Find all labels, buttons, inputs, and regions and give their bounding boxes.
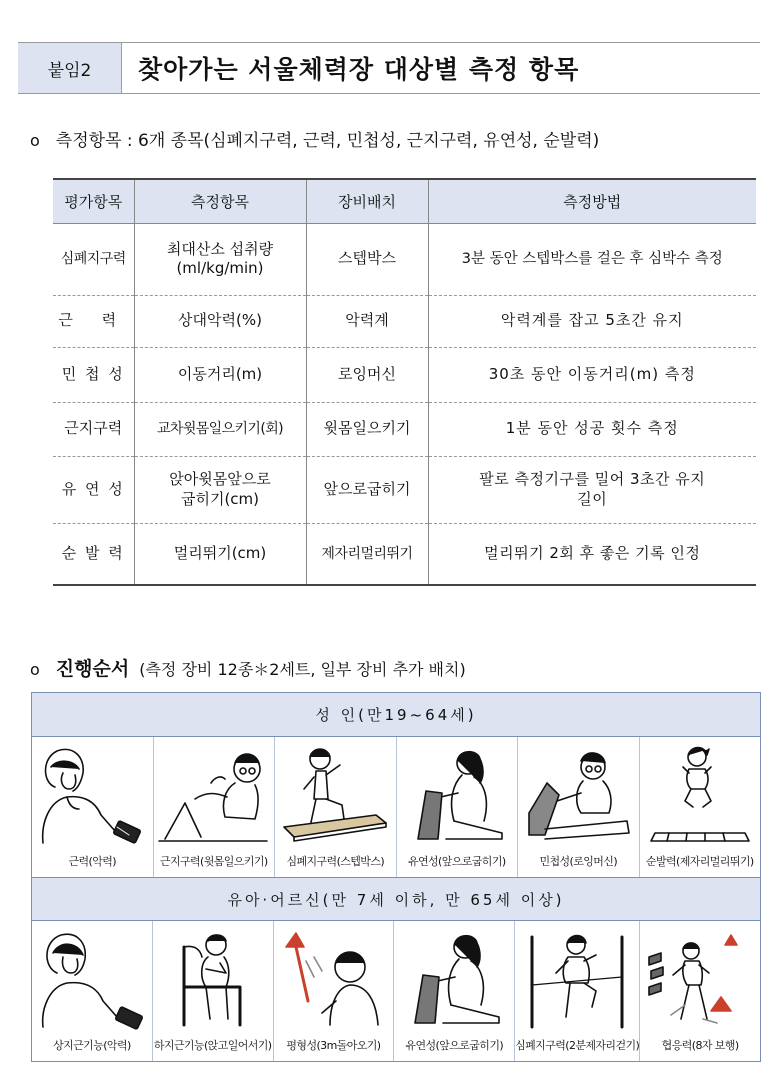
section-text: 측정항목 : 6개 종목(심폐지구력, 근력, 민첩성, 근지구력, 유연성, 순발력)	[55, 131, 600, 151]
station-card	[515, 921, 640, 1061]
evaluation-item: 유 연 성	[53, 456, 134, 523]
situp-icon	[155, 743, 273, 847]
section-measurement-items	[30, 126, 599, 151]
column-header: 측정방법	[428, 179, 756, 223]
method: 30초 동안 이동거리(m) 측정	[428, 347, 756, 402]
adult-stations	[32, 737, 760, 877]
method: 팔로 측정기구를 밀어 3초간 유지 길이	[428, 456, 756, 523]
equipment: 앞으로굽히기	[306, 456, 428, 523]
station-caption: 하지근기능(앉고일어서기)	[153, 1039, 272, 1052]
station-card	[154, 737, 276, 877]
youth-senior-band: 유아·어르신(만 7세 이하, 만 65세 이상)	[32, 877, 760, 921]
method: 멀리뛰기 2회 후 좋은 기록 인정	[428, 523, 756, 585]
station-card	[518, 737, 640, 877]
page-title: 찾아가는 서울체력장 대상별 측정 항목	[138, 55, 580, 84]
method: 악력계를 잡고 5초간 유지	[428, 295, 756, 347]
station-card	[274, 921, 395, 1061]
station-card	[394, 921, 515, 1061]
station-card	[32, 921, 153, 1061]
procedure-panel	[31, 692, 761, 1062]
measure-item: 멀리뛰기(cm)	[134, 523, 306, 585]
method: 3분 동안 스텝박스를 걸은 후 심박수 측정	[428, 223, 756, 295]
station-card	[397, 737, 519, 877]
table-row	[53, 523, 756, 585]
station-caption: 민첩성(로잉머신)	[539, 855, 618, 868]
station-caption: 심폐지구력(2분제자리걷기)	[515, 1039, 640, 1052]
evaluation-item: 심폐지구력	[53, 223, 134, 295]
table-header-row	[53, 179, 756, 223]
measure-item: 교차윗몸일으키기(회)	[134, 402, 306, 456]
station-card	[640, 737, 761, 877]
station-caption: 협응력(8자 보행)	[661, 1039, 739, 1052]
measure-item: 이동거리(m)	[134, 347, 306, 402]
station-caption: 상지근기능(악력)	[53, 1039, 131, 1052]
grip-test-icon	[33, 743, 151, 847]
measure-item: 앉아윗몸앞으로 굽히기(cm)	[134, 456, 306, 523]
chair-stand-icon	[154, 927, 272, 1031]
equipment: 윗몸일으키기	[306, 402, 428, 456]
evaluation-item: 근 력	[53, 295, 134, 347]
adult-band: 성 인(만19~64세)	[32, 693, 760, 737]
station-card	[275, 737, 397, 877]
table-row	[53, 295, 756, 347]
evaluation-item: 근지구력	[53, 402, 134, 456]
column-header: 평가항목	[53, 179, 134, 223]
bullet-marker: o	[30, 131, 40, 150]
station-caption: 심폐지구력(스텝박스)	[286, 855, 385, 868]
grip-test-icon	[33, 927, 151, 1031]
sit-and-reach-icon	[398, 743, 516, 847]
station-caption: 유연성(앞으로굽히기)	[405, 1039, 504, 1052]
station-caption: 근지구력(윗몸일으키기)	[159, 855, 268, 868]
station-card	[153, 921, 274, 1061]
equipment: 악력계	[306, 295, 428, 347]
table-row	[53, 347, 756, 402]
measurement-table	[53, 178, 756, 586]
column-header: 장비배치	[306, 179, 428, 223]
station-caption: 유연성(앞으로굽히기)	[407, 855, 506, 868]
bullet-marker: o	[30, 660, 40, 679]
sit-and-reach-icon	[395, 927, 513, 1031]
station-caption: 근력(악력)	[68, 855, 116, 868]
table-row	[53, 456, 756, 523]
equipment: 로잉머신	[306, 347, 428, 402]
section-procedure	[30, 654, 466, 681]
method: 1분 동안 성공 횟수 측정	[428, 402, 756, 456]
section-title: 진행순서	[55, 658, 130, 680]
station-card	[640, 921, 760, 1061]
rowing-machine-icon	[519, 743, 637, 847]
cone-walk-icon	[274, 927, 392, 1031]
station-caption: 순발력(제자리멀리뛰기)	[645, 855, 754, 868]
equipment: 제자리멀리뛰기	[306, 523, 428, 585]
youth-senior-stations	[32, 921, 760, 1061]
measure-item: 최대산소 섭취량 (ml/kg/min)	[134, 223, 306, 295]
station-card	[32, 737, 154, 877]
station-caption: 평형성(3m돌아오기)	[286, 1039, 381, 1052]
figure-eight-walk-icon	[641, 927, 759, 1031]
attachment-tag: 붙임2	[18, 43, 122, 93]
evaluation-item: 민 첩 성	[53, 347, 134, 402]
document-header	[18, 42, 760, 94]
table-row	[53, 402, 756, 456]
step-box-icon	[276, 743, 394, 847]
section-note: (측정 장비 12종＊2세트, 일부 장비 추가 배치)	[139, 660, 466, 679]
evaluation-item: 순 발 력	[53, 523, 134, 585]
column-header: 측정항목	[134, 179, 306, 223]
measure-item: 상대악력(%)	[134, 295, 306, 347]
long-jump-icon	[641, 743, 759, 847]
table-row	[53, 223, 756, 295]
step-in-place-icon	[518, 927, 636, 1031]
equipment: 스텝박스	[306, 223, 428, 295]
